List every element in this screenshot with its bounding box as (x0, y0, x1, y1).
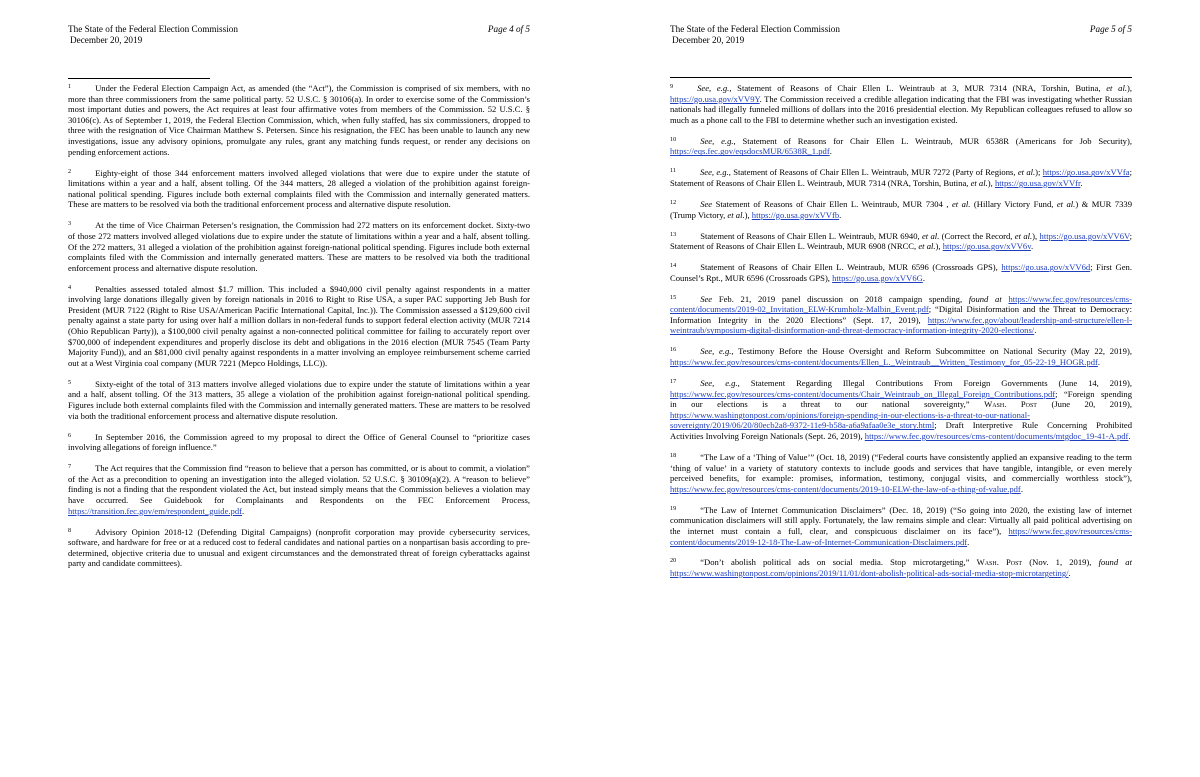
footnote-12-link[interactable]: https://go.usa.gov/xVVfb (751, 209, 840, 220)
footnote-14-link-2[interactable]: https://go.usa.gov/xVV6G (832, 272, 923, 283)
footnote-divider (68, 78, 210, 79)
footnote-18: $^{18}$ “The Law of a ‘Thing of Value’” (Oct. 18, 2019) (“Federal courts have consistently applied an expansive reading to the term ‘thing of value’ in a variety of statutory contexts to include goods and services that have tangible, intangible, or even merely perceived benefits, for example: promises, information, testimony, conjugal visits, and commercially worthless stock”), https://www.fec.gov/resources/cms-content/documents/2019-10-ELW-the-law-of-a-thing-of-value.pdf. (670, 451, 1132, 494)
footnote-15: $^{15}$ See Feb. 21, 2019 panel discussion on 2018 campaign spending, found at https://www.fec.gov/resources/cms-content/documents/2019-02_Invitation_ELW-Krumholz-Malbin_Event.pdf; “Digital Disinformation and the Threat to Democracy: Information Integrity in the 2020 Elections” (Sept. 17, 2019), https://www.fec.gov/about/leadership-and-structure/ellen-l-weintraub/symposium-digital-disinformation-and-threat-democracy-information-integrity-2020-elections/. (670, 293, 1132, 336)
page-header (68, 24, 530, 46)
footnote-list (68, 83, 530, 579)
footnote-10-link[interactable]: https://eqs.fec.gov/eqsdocsMUR/6538R_1.pdf (670, 146, 830, 157)
footnote-18-link[interactable]: https://www.fec.gov/resources/cms-content/documents/2019-10-ELW-the-law-of-a-thing-of-value.pdf (670, 483, 1021, 494)
footnote-17-link-3[interactable]: https://www.fec.gov/resources/cms-content/documents/mtgdoc_19-41-A.pdf (864, 430, 1129, 441)
footnote-14: $^{14}$ Statement of Reasons of Chair Ellen L. Weintraub, MUR 6596 (Crossroads GPS), https://go.usa.gov/xVV6d; First Gen. Counsel’s Rpt., MUR 6596 (Crossroads GPS), https://go.usa.gov/xVV6G. (670, 262, 1132, 283)
footnote-list (670, 83, 1132, 589)
document-page-5 (670, 0, 1132, 777)
footnote-19-link[interactable]: https://www.fec.gov/resources/cms-content/documents/2019-12-18-The-Law-of-Internet-Communication-Disclaimers.pdf (670, 525, 1132, 547)
footnote-2: $^2$ Eighty-eight of those 344 enforcement matters involved alleged violations that were due to expire under the statute of limitations within a year and a half, absent tolling. Of the 344 matters, 28 alleged a violation of the prohibition against foreign-national political spending. Figures include both external complaints filed with the Commission and internally generated matters. These are matters to be resolved via both the traditional enforcement process and alternative dispute resolution. (68, 167, 530, 210)
footnote-12: $^{12}$ See Statement of Reasons of Chair Ellen L. Weintraub, MUR 7304 , et al. (Hillary Victory Fund, et al.) & MUR 7339 (Trump Victory, et al.), https://go.usa.gov/xVVfb. (670, 198, 1132, 220)
footnote-16-link[interactable]: https://www.fec.gov/resources/cms-content/documents/Ellen_L._Weintraub__Written_Testimony_for_05-22-19_HOGR.pdf (670, 357, 1098, 368)
header-date: December 20, 2019 (70, 35, 143, 45)
page-number: Page 4 of 5 (487, 24, 530, 34)
footnote-13-link-2[interactable]: https://go.usa.gov/xVV6v (942, 241, 1031, 252)
footnote-divider (670, 77, 1132, 78)
footnote-20-link[interactable]: https://www.washingtonpost.com/opinions/2019/11/01/dont-abolish-political-ads-social-media-stop-microtargeting/ (670, 568, 1069, 579)
page-header (670, 24, 1132, 46)
footnote-8: $^8$ Advisory Opinion 2018-12 (Defending Digital Campaigns) (nonprofit corporation may provide cybersecurity services, software, and hardware for free or at a reduced cost to federal candidates and national parties on a nonpartisan basis according to pre-determined, objective criteria due to unusual and exigent circumstances and the demonstrated threat of foreign cyberattacks against party and candidate committees). (68, 526, 530, 569)
footnote-7-link[interactable]: https://transition.fec.gov/em/respondent_guide.pdf (68, 505, 242, 516)
page-number: Page 5 of 5 (1089, 24, 1132, 34)
header-date: December 20, 2019 (672, 35, 745, 45)
footnote-3: $^3$ At the time of Vice Chairman Petersen’s resignation, the Commission had 272 matters on its enforcement docket. Sixty-two of those 272 matters involved alleged violations due to expire under the statute of limitations within a year and a half, absent tolling. Of the 272 matters, 31 alleged a violation of the prohibition against foreign-national political spending. Figures include both external complaints filed with the Commission and internally generated matters. These are matters to be resolved via both the traditional enforcement process and alternative dispute resolution. (68, 220, 530, 273)
footnote-17-link-2[interactable]: https://www.washingtonpost.com/opinions/foreign-spending-in-our-elections-is-a-threat-to-our-national-sovereignty/2019/06/20/80ecb2a8-9372-11e9-b58a-a6a9afaa0e3e_story.html (670, 409, 1030, 431)
header-title: The State of the Federal Election Commission (68, 24, 238, 34)
footnote-1: $^1$ Under the Federal Election Campaign Act, as amended (the “Act”), the Commission is comprised of six members, with no more than three commissioners from the same political party. 52 U.S.C. § 30106(a). In order to exercise some of the Commission’s most important duties and powers, the Act requires at least four affirmative votes from members of the Commission. 52 U.S.C. § 30106(c). As of September 1, 2019, the Federal Election Commission, which, when fully staffed, has six commissioners, dropped to three with the resignation of Vice Chairman Matthew S. Petersen. Since his resignation, the FEC has been unable to launch any new investigations, issue any advisory opinions, promulgate any rules, grant any matching funds request, or render any decisions on pending enforcement actions. (68, 83, 530, 157)
footnote-13-link-1[interactable]: https://go.usa.gov/xVV6V (1039, 230, 1130, 241)
footnote-4: $^4$ Penalties assessed totaled almost $1.7 million. This included a $940,000 civil penalty against respondents in a matter involving large donations illegally given by foreign nationals in 2016 to Right to Rise USA, a super PAC supporting Jeb Bush for President (MUR 7122 (Right to Rise USA/American Pacific International Capital, Inc.)). The Commission assessed a $129,600 civil penalty against a state party for using over half a million dollars in non-federal funds to support federal election activity (MUR 7214 (Ohio Republican Party)), a $100,000 civil penalty against a non-connected political committee for failing to accurately report over $700,000 of independent expenditures and properly disclose its debt and obligations in the 2016 election (MUR 7545 (Team Party Majority Fund)), and an $81,000 civil penalty against respondents in a matter involving an employee reimbursement scheme carried out at a West Virginia coal company (MUR 7221 (Mepco Holdings, LLC)). (68, 283, 530, 368)
footnote-17-link-1[interactable]: https://www.fec.gov/resources/cms-content/documents/Chair_Weintraub_on_Illegal_Foreign_Contributions.pdf (670, 388, 1056, 399)
footnote-6: $^6$ In September 2016, the Commission agreed to my proposal to direct the Office of General Counsel to “prioritize cases involving allegations of foreign influence.” (68, 431, 530, 453)
footnote-5: $^5$ Sixty-eight of the total of 313 matters involve alleged violations due to expire under the statute of limitations within a year and a half, absent tolling. Of the 313 matters, 35 allege a violation of the prohibition against foreign-national political spending. Figures include both external complaints filed with the Commission and internally generated matters. These are matters to be resolved via both the traditional enforcement process and alternative dispute resolution. (68, 378, 530, 421)
footnote-9: $^9$ See, e.g., Statement of Reasons of Chair Ellen L. Weintraub at 3, MUR 7314 (NRA, Torshin, Butina, et al.), https://go.usa.gov/xVV9Y. The Commission received a credible allegation indicating that the FBI was investigating whether Russian nationals had illegally funneled millions of dollars into the 2016 presidential election. My Republican colleagues refused to allow so much as a phone call to the FBI to determine whether such an investigation existed. (670, 83, 1132, 125)
footnote-15-link-1[interactable]: https://www.fec.gov/resources/cms-content/documents/2019-02_Invitation_ELW-Krumholz-Malbin_Event.pdf (670, 293, 1132, 315)
footnote-16: $^{16}$ See, e.g., Testimony Before the House Oversight and Reform Subcommittee on National Security (May 22, 2019), https://www.fec.gov/resources/cms-content/documents/Ellen_L._Weintraub__Written_Testimony_for_05-22-19_HOGR.pdf. (670, 346, 1132, 368)
header-title: The State of the Federal Election Commission (670, 24, 840, 34)
footnote-13: $^{13}$ Statement of Reasons of Chair Ellen L. Weintraub, MUR 6940, et al. (Correct the Record, et al.), https://go.usa.gov/xVV6V; Statement of Reasons of Chair Ellen L. Weintraub, MUR 6908 (NRCC, et al.), https://go.usa.gov/xVV6v. (670, 230, 1132, 252)
footnote-14-link-1[interactable]: https://go.usa.gov/xVV6d (1001, 262, 1091, 273)
footnote-11-link-1[interactable]: https://go.usa.gov/xVVfa (1042, 167, 1130, 178)
footnote-17: $^{17}$ See, e.g., Statement Regarding Illegal Contributions From Foreign Governments (June 14, 2019), https://www.fec.gov/resources/cms-content/documents/Chair_Weintraub_on_Illegal_Foreign_Contributions.pdf; “Foreign spending in our elections is a threat to our national sovereignty,” Wash. Post (June 20, 2019), https://www.washingtonpost.com/opinions/foreign-spending-in-our-elections-is-a-threat-to-our-national-sovereignty/2019/06/20/80ecb2a8-9372-11e9-b58a-a6a9afaa0e3e_story.html; Draft Interpretive Rule Concerning Prohibited Activities Involving Foreign Nationals (Sept. 26, 2019), https://www.fec.gov/resources/cms-content/documents/mtgdoc_19-41-A.pdf. (670, 378, 1132, 441)
footnote-19: $^{19}$ “The Law of Internet Communication Disclaimers” (Dec. 18, 2019) (“So going into 2020, the existing law of internet communication disclaimers will still apply. Fortunately, the law remains simple and clear: Virtually all paid political advertising on the internet must contain a full, clear, and conspicuous disclaimer on its face”), https://www.fec.gov/resources/cms-content/documents/2019-12-18-The-Law-of-Internet-Communication-Disclaimers.pdf. (670, 504, 1132, 547)
footnote-9-link[interactable]: https://go.usa.gov/xVV9Y (670, 93, 760, 104)
footnote-11-link-2[interactable]: https://go.usa.gov/xVVfr (994, 177, 1081, 188)
footnote-7: $^7$ The Act requires that the Commission find “reason to believe that a person has committed, or is about to commit, a violation” of the Act as a precondition to opening an investigation into the alleged violation. 52 U.S.C. § 30109(a)(2). A “reason to believe” finding is not a finding that the respondent violated the Act, but instead simply means that the Commission believes a violation may have occurred. See Guidebook for Complainants and Respondents on the FEC Enforcement Process, https://transition.fec.gov/em/respondent_guide.pdf. (68, 463, 530, 516)
footnote-15-link-2[interactable]: https://www.fec.gov/about/leadership-and-structure/ellen-l-weintraub/symposium-digital-disinformation-and-threat-democracy-information-integrity-2020-elections/ (670, 314, 1132, 336)
footnote-11: $^{11}$ See, e.g., Statement of Reasons of Chair Ellen L. Weintraub, MUR 7272 (Party of Regions, et al.); https://go.usa.gov/xVVfa; Statement of Reasons of Chair Ellen L. Weintraub, MUR 7314 (NRA, Torshin, Butina, et al.), https://go.usa.gov/xVVfr. (670, 167, 1132, 188)
footnote-10: $^{10}$ See, e.g., Statement of Reasons for Chair Ellen L. Weintraub, MUR 6538R (Americans for Job Security), https://eqs.fec.gov/eqsdocsMUR/6538R_1.pdf. (670, 135, 1132, 157)
document-page-4 (68, 0, 530, 777)
footnote-20: $^{20}$ “Don’t abolish political ads on social media. Stop microtargeting,” Wash. Post (Nov. 1, 2019), found at https://www.washingtonpost.com/opinions/2019/11/01/dont-abolish-political-ads-social-media-stop-microtargeting/. (670, 557, 1132, 579)
